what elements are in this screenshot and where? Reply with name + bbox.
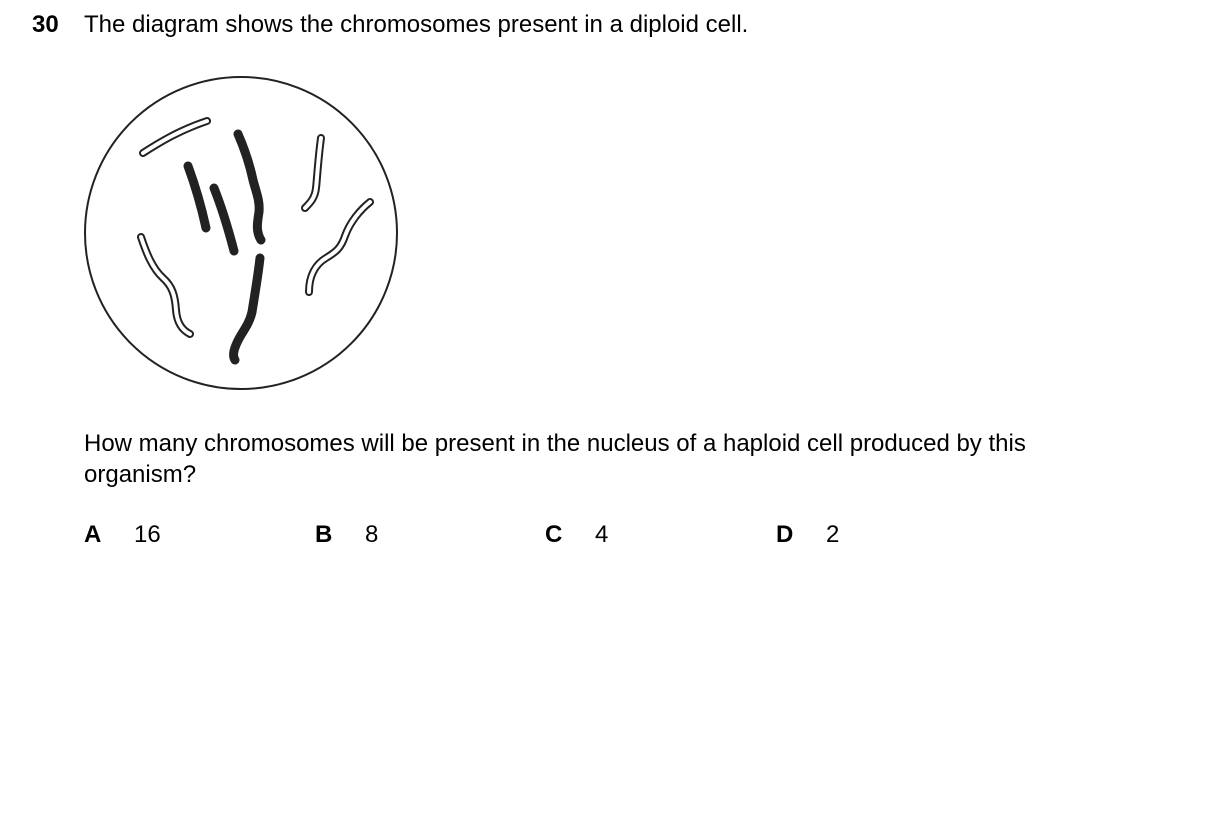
option-d[interactable] [776,520,839,550]
diploid-cell-diagram [80,72,402,394]
option-a-value: 16 [134,521,161,548]
option-a[interactable] [84,520,161,550]
option-c[interactable] [545,520,608,550]
option-d-value: 2 [826,521,840,548]
option-c-value: 4 [595,521,609,548]
option-b-value: 8 [365,521,379,548]
question-number: 30 [32,11,59,38]
option-d-letter: D [776,521,794,548]
black-chromosome-2 [214,188,234,251]
option-b-letter: B [315,521,333,548]
question-prompt: How many chromosomes will be present in the nucleus of a haploid cell produced by this organism? [84,430,1026,488]
black-chromosome-3 [238,134,261,240]
white-chromosome-2 [305,138,321,208]
black-chromosome-4 [234,258,260,360]
white-chromosome-4 [141,237,190,334]
white-chromosome-1 [143,121,207,153]
white-chromosome-3 [309,202,370,292]
question-stem: The diagram shows the chromosomes present in a diploid cell. [84,11,749,38]
black-chromosomes [188,134,261,360]
option-a-letter: A [84,521,102,548]
black-chromosome-1 [188,166,206,228]
option-c-letter: C [545,521,563,548]
option-b[interactable] [315,520,378,550]
